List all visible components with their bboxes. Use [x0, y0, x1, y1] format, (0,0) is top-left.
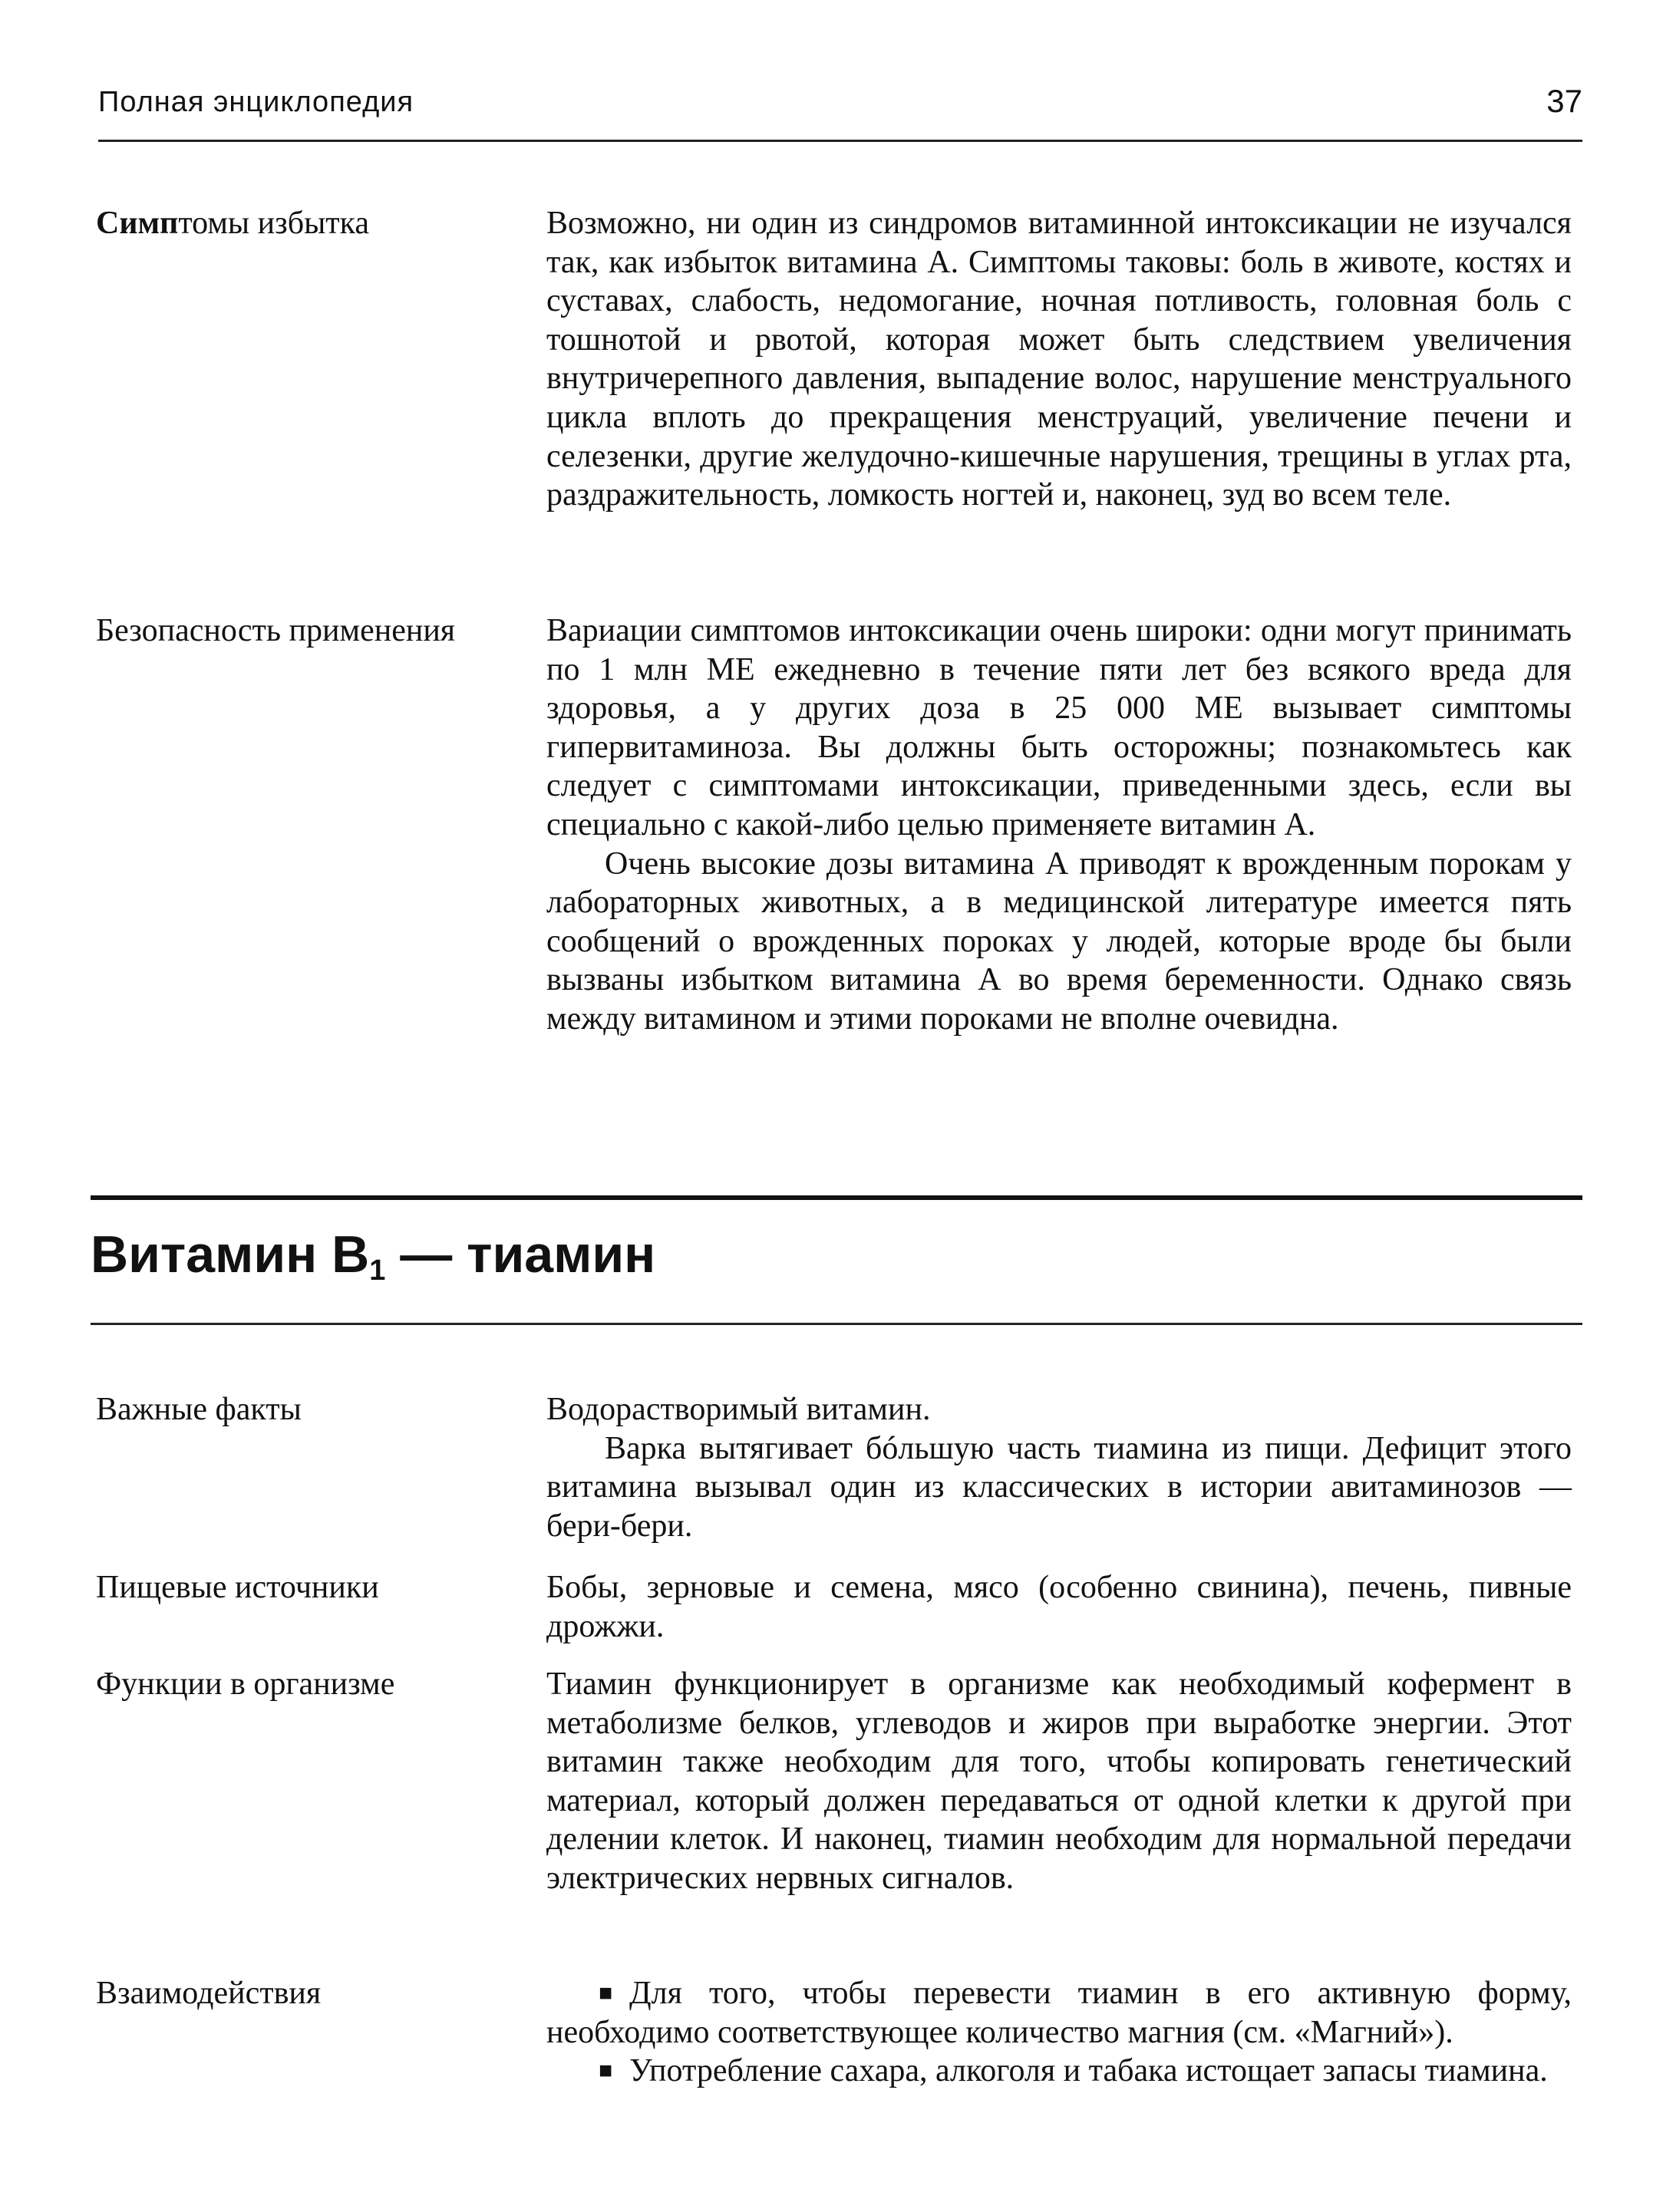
section-rule-bottom — [91, 1323, 1582, 1325]
entry-body — [546, 1568, 1572, 1646]
entry-body — [546, 204, 1572, 515]
title-subscript: 1 — [369, 1254, 386, 1287]
entry-body — [546, 612, 1572, 1039]
bullet-item — [546, 2052, 1572, 2091]
title-tail: — тиамин — [385, 1225, 656, 1284]
paragraph: Вариации симптомов интоксикации очень широки: одни могут принимать по 1 млн МЕ ежедневно в течение пяти лет без всякого вреда для здоровья, а у других доза в 25 000 МЕ вызывает симптомы гипервитаминоза. Вы должны быть осторожны; познакомьтесь как следует с симптомами интоксикации, приведенными здесь, если вы специально с какой-либо целью применяете витамин А. — [546, 613, 1572, 842]
bullet-square-icon: ■ — [599, 2058, 613, 2084]
section-rule-top — [91, 1195, 1582, 1200]
entry-label — [96, 204, 541, 242]
bullet-text: Употребление сахара, алкоголя и табака истощает запасы тиамина. — [629, 2053, 1548, 2089]
bullet-square-icon: ■ — [599, 1980, 613, 2006]
entry-label: Функции в организме — [96, 1666, 395, 1702]
bullet-text: Для того, чтобы перевести тиамин в его активную форму, необходимо соответствующее количество магния (см. «Магний»). — [546, 1976, 1572, 2050]
running-title: Полная энциклопедия — [98, 86, 414, 118]
title-main: Витамин B — [91, 1225, 370, 1284]
bullet-item — [546, 1974, 1572, 2052]
section-title — [91, 1220, 655, 1305]
paragraph: Очень высокие дозы витамина А приводят к врожденным порокам у лабораторных животных, а в медицинской литературе имеется пять сообщений о врожденных пороках у людей, которые вроде бы были вызваны избытком витамина А во время беременности. Однако связь между витамином и этими пороками не вполне очевидна. — [546, 846, 1572, 1037]
entry-body — [546, 1974, 1572, 2091]
entry-label: Важные факты — [96, 1392, 302, 1427]
entry-label: Безопасность применения — [96, 613, 456, 648]
paragraph: Бобы, зерновые и семена, мясо (особенно свинина), печень, пивные дрожжи. — [546, 1570, 1572, 1644]
entry-body — [546, 1665, 1572, 1898]
label-bold-part: Симп — [96, 206, 179, 241]
page-number: 37 — [1546, 83, 1582, 119]
entry-label: Взаимодействия — [96, 1976, 322, 2011]
label-rest-part: томы избытка — [178, 206, 370, 241]
paragraph: Варка вытягивает бóльшую часть тиамина из пищи. Дефицит этого витамина вызывал один из классических в истории авитаминозов — бери-бери. — [546, 1430, 1572, 1544]
entry-label: Пищевые источники — [96, 1570, 379, 1605]
paragraph: Водорастворимый витамин. — [546, 1392, 931, 1427]
paragraph: Возможно, ни один из синдромов витаминной интоксикации не изучался так, как избыток витамина А. Симптомы таковы: боль в животе, костях и суставах, слабость, недомогание, ночная потливость, головная боль с тошнотой и рвотой, которая может быть следствием увеличения внутричерепного давления, выпадение волос, нарушение менструального цикла вплоть до прекращения менструаций, увеличение печени и селезенки, другие желудочно-кишечные нарушения, трещины в углах рта, раздражительность, ломкость ногтей и, наконец, зуд во всем теле. — [546, 206, 1572, 513]
entry-body — [546, 1390, 1572, 1545]
running-header — [98, 83, 1582, 142]
paragraph: Тиамин функционирует в организме как необходимый кофермент в метаболизме белков, углеводов и жиров при выработке энергии. Этот витамин также необходим для того, чтобы копировать генетический материал, который должен передаваться от одной клетки к другой при делении клеток. И наконец, тиамин необходим для нормальной передачи электрических нервных сигналов. — [546, 1666, 1572, 1896]
